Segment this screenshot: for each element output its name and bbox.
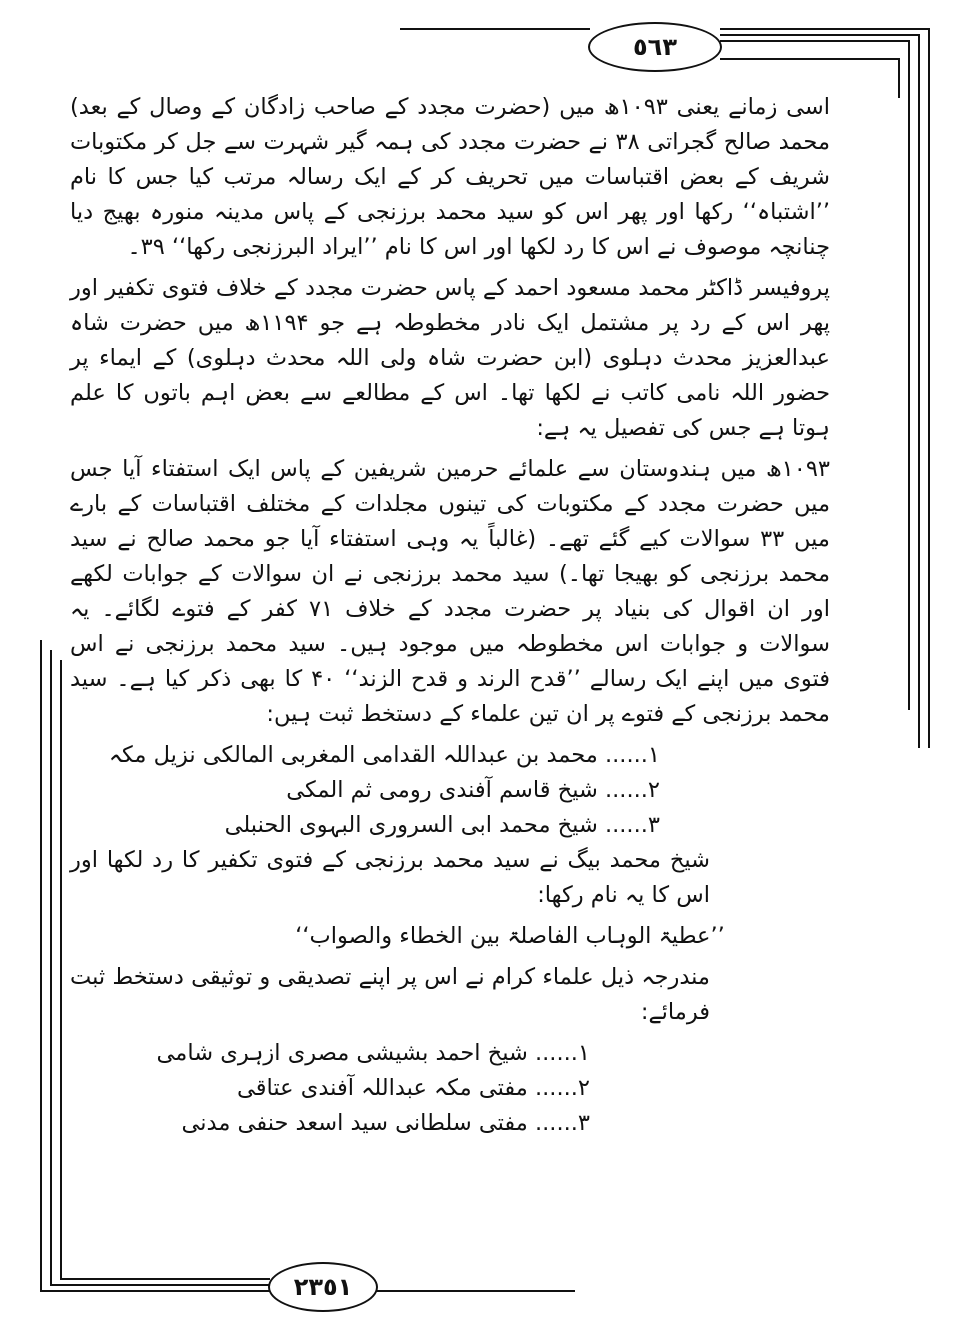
frame-left-line-1 <box>40 640 42 1292</box>
frame-bottom-line-4 <box>375 1290 575 1292</box>
body-text <box>70 90 830 1141</box>
frame-right-line-2 <box>918 34 920 748</box>
paragraph-1: اسی زمانے یعنی ۱۰۹۳ھ میں (حضرت مجدد کے صاحب زادگان کے وصال کے بعد) محمد صالح گجراتی ۳۸ نے حضرت مجدد کی ہمہ گیر شہرت سے جل کر مکتوبات شریف کے بعض اقتباسات میں تحریف کر کے ایک رسالہ مرتب کیا جس کا نام ’’اشتباہ‘‘ رکھا اور پھر اس کو سید محمد برزنجی کے پاس مدینہ منورہ بھیج دیا چنانچہ موصوف نے اس کا رد لکھا اور اس کا نام ’’ایراد البرزنجی رکھا‘‘ ۳۹۔ <box>70 94 831 260</box>
page-number-top: ٥٦٣ <box>588 22 722 72</box>
paragraph-2: پروفیسر ڈاکٹر محمد مسعود احمد کے پاس حضرت مجدد کے خلاف فتوی تکفیر اور پھر اس کے رد پر مشتمل ایک نادر مخطوطہ ہے جو ۱۱۹۴ھ میں حضرت شاہ عبدالعزیز محدث دہلوی (ابن حضرت شاہ ولی اللہ محدث دہلوی) کے ایماء پر حضور اللہ نامی کاتب نے لکھا تھا۔ اس کے مطالعے سے بعض اہم باتوں کا علم ہوتا ہے جس کی تفصیل یہ ہے: <box>70 275 830 441</box>
signatories-list-2 <box>70 1036 830 1141</box>
list-item: ۱...... شیخ احمد بشیشی مصری ازہری شامی <box>156 1040 590 1066</box>
frame-top-line-2 <box>720 28 930 30</box>
list-item: ۲...... شیخ قاسم آفندی رومی ثم المکی <box>286 777 660 803</box>
frame-right-line-4 <box>898 58 900 98</box>
list-item: ۳...... شیخ محمد ابی السروری البہوی الحنبلی <box>224 812 660 838</box>
frame-top-line-5 <box>720 58 900 60</box>
list-item: ۳...... مفتی سلطانی سید اسعد حنفی مدنی <box>181 1110 590 1136</box>
paragraph-3: ۱۰۹۳ھ میں ہندوستان سے علمائے حرمین شریفین کے پاس ایک استفتاء آیا جس میں حضرت مجدد کے مکتوبات کی تینوں مجلدات کے مختلف اقتباسات کے بارے میں ۳۳ سوالات کیے گئے تھے۔ (غالباً یہ وہی استفتاء آیا جو محمد صالح نے سید محمد برزنجی کو بھیجا تھا۔) سید محمد برزنجی نے ان سوالات کے جوابات لکھے اور ان اقوال کی بنیاد پر حضرت مجدد کے خلاف ۷۱ کفر کے فتوے لگائے۔ یہ سوالات و جوابات اس مخطوطہ میں موجود ہیں۔ سید محمد برزنجی نے اس فتوی میں اپنے ایک رسالے ’’قدح الرند و قدح الزند‘‘ ۴۰ کا بھی ذکر کیا ہے۔ سید محمد برزنجی کے فتوے پر ان تین علماء کے دستخط ثبت ہیں: <box>70 456 830 727</box>
frame-right-line-3 <box>908 40 910 710</box>
frame-left-line-2 <box>50 650 52 1286</box>
frame-top-line-3 <box>720 34 920 36</box>
frame-bottom-line-1 <box>40 1290 270 1292</box>
list-item: ۲...... مفتی مکہ عبداللہ آفندی عتاقی <box>237 1075 590 1101</box>
paragraph-4: شیخ محمد بیگ نے سید محمد برزنجی کے فتوی تکفیر کا رد لکھا اور اس کا یہ نام رکھا: <box>70 847 710 908</box>
frame-top-line-1 <box>400 28 590 30</box>
book-title: ’’عطیۃ الوہاب الفاصلۃ بین الخطاء والصواب‘‘ <box>295 923 725 949</box>
frame-left-line-3 <box>60 660 62 1280</box>
paragraph-5: مندرجہ ذیل علماء کرام نے اس پر اپنے تصدیقی و توثیقی دستخط ثبت فرمائے: <box>70 964 710 1025</box>
frame-top-line-4 <box>720 40 910 42</box>
page-number-bottom: ٢٣٥١ <box>268 1262 378 1312</box>
signatories-list-1 <box>70 738 830 843</box>
list-item: ۱...... محمد بن عبداللہ القدامی المغربی المالکی نزیل مکہ <box>108 742 660 768</box>
frame-right-line-1 <box>928 28 930 748</box>
frame-bottom-line-2 <box>50 1284 270 1286</box>
frame-bottom-line-3 <box>60 1278 270 1280</box>
